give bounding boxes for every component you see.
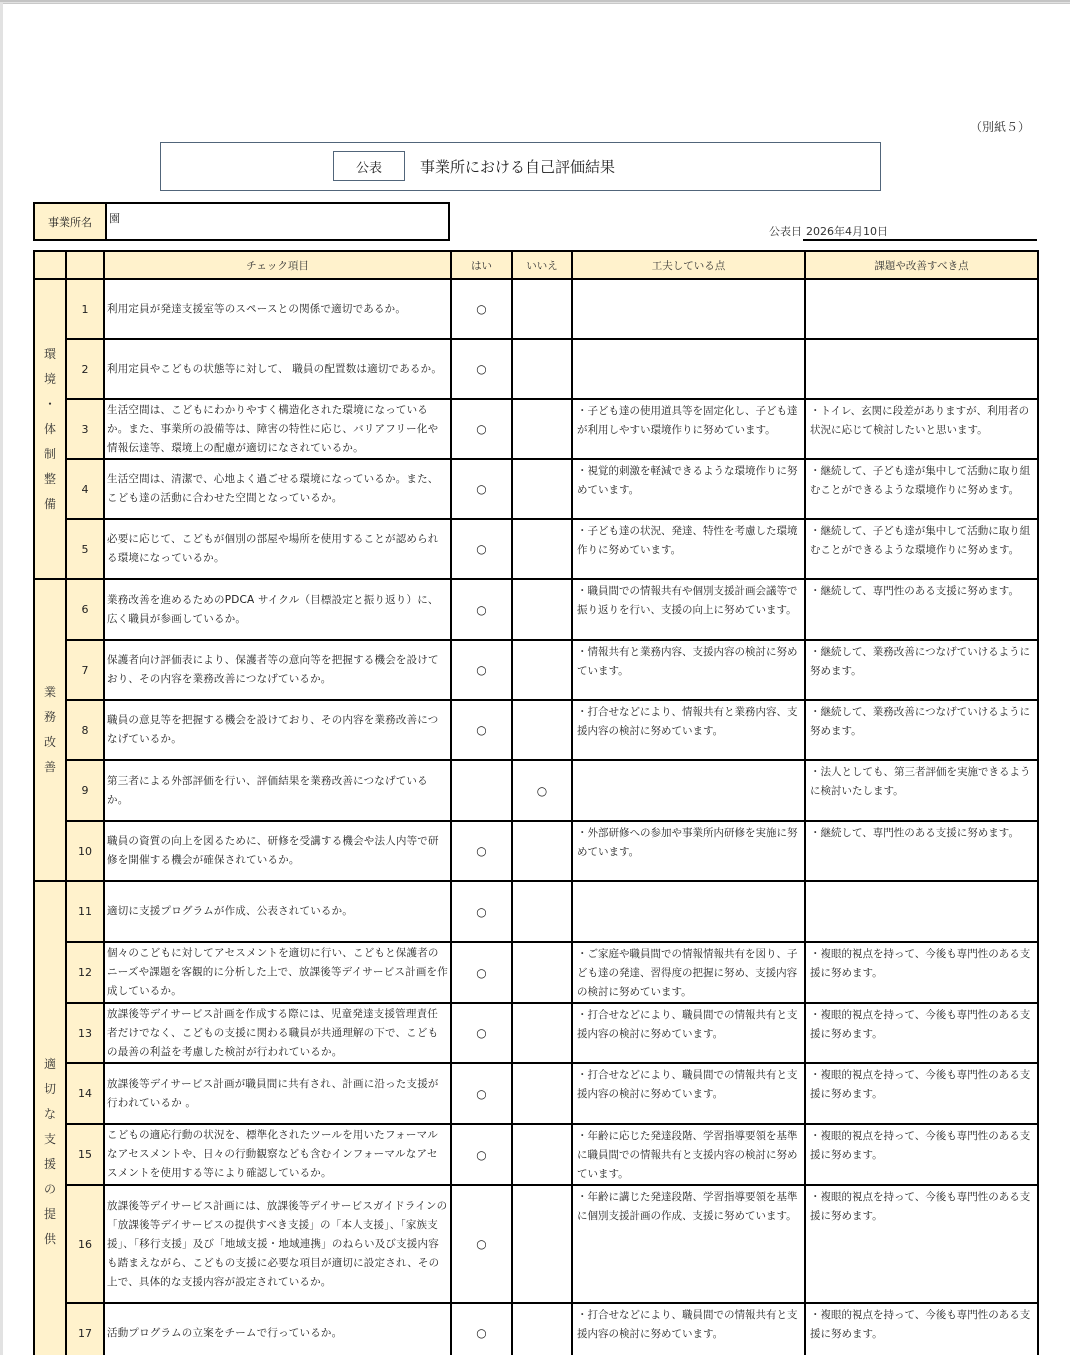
row-number: 10 — [66, 821, 104, 881]
table-row — [34, 579, 1038, 640]
header-category — [34, 251, 66, 279]
table-row — [34, 942, 1038, 1003]
issues-text[interactable]: ・複眼的視点を持って、今後も専門性のある支援に努めます。 — [805, 1063, 1038, 1124]
publish-date-value[interactable]: 2026年4月10日 — [806, 225, 888, 238]
yes-mark[interactable]: ○ — [451, 579, 512, 640]
no-mark[interactable] — [512, 579, 572, 640]
table-row — [34, 881, 1038, 942]
efforts-text[interactable]: ・子ども達の状況、発達、特性を考慮した環境作りに努めています。 — [572, 519, 805, 579]
category-char: 支 — [43, 1132, 56, 1146]
no-mark[interactable] — [512, 399, 572, 459]
category-cell — [34, 881, 66, 1355]
check-item-text: 必要に応じて、こどもが個別の部屋や場所を使用することが認められる環境になっているか。 — [104, 519, 451, 579]
yes-mark[interactable]: ○ — [451, 399, 512, 459]
no-mark[interactable] — [512, 519, 572, 579]
no-mark[interactable] — [512, 821, 572, 881]
category-char: ・ — [43, 396, 56, 411]
table-row — [34, 700, 1038, 760]
issues-text[interactable]: ・法人としても、第三者評価を実施できるように検討いたします。 — [805, 760, 1038, 821]
issues-text[interactable]: ・複眼的視点を持って、今後も専門性のある支援に努めます。 — [805, 1185, 1038, 1303]
efforts-text[interactable]: ・打合せなどにより、情報共有と業務内容、支援内容の検討に努めています。 — [572, 700, 805, 760]
row-number: 12 — [66, 942, 104, 1003]
check-item-text: 活動プログラムの立案をチームで行っているか。 — [104, 1303, 451, 1355]
category-char: 務 — [43, 710, 56, 724]
table-row — [34, 1303, 1038, 1355]
yes-mark[interactable]: ○ — [451, 1124, 512, 1185]
category-char: 業 — [43, 685, 56, 699]
table-header-row — [34, 251, 1038, 279]
yes-mark[interactable]: ○ — [451, 640, 512, 700]
category-char: 境 — [43, 371, 56, 386]
row-number: 9 — [66, 760, 104, 821]
window-top-edge — [0, 0, 1070, 2]
issues-text[interactable]: ・継続して、業務改善につなげていけるように努めます。 — [805, 640, 1038, 700]
check-item-text: 個々のこどもに対してアセスメントを適切に行い、こどもと保護者のニーズや課題を客観的に分析した上で、放課後等デイサービス計画を作成しているか。 — [104, 942, 451, 1003]
no-mark[interactable] — [512, 1185, 572, 1303]
office-name-box — [33, 202, 450, 241]
category-char: 供 — [43, 1232, 56, 1246]
yes-mark[interactable]: ○ — [451, 1303, 512, 1355]
efforts-text[interactable]: ・職員間での情報共有や個別支援計画会議等で振り返りを行い、支援の向上に努めています。 — [572, 579, 805, 640]
header-efforts: 工夫している点 — [572, 251, 805, 279]
no-mark[interactable] — [512, 339, 572, 399]
category-char: 環 — [43, 346, 56, 361]
efforts-text[interactable]: ・打合せなどにより、職員間での情報共有と支援内容の検討に努めています。 — [572, 1303, 805, 1355]
check-item-text: 利用定員やこどもの状態等に対して、 職員の配置数は適切であるか。 — [104, 339, 451, 399]
efforts-text[interactable]: ・打合せなどにより、職員間での情報共有と支援内容の検討に努めています。 — [572, 1063, 805, 1124]
yes-mark[interactable]: ○ — [451, 519, 512, 579]
no-mark[interactable] — [512, 881, 572, 942]
header-number — [66, 251, 104, 279]
check-item-text: 保護者向け評価表により、保護者等の意向等を把握する機会を設けており、その内容を業務改善につなげているか。 — [104, 640, 451, 700]
page-title: 事業所における自己評価結果 — [420, 158, 616, 176]
attachment-label: （別紙５） — [969, 120, 1030, 134]
check-item-text: 職員の意見等を把握する機会を設けており、その内容を業務改善につなげているか。 — [104, 700, 451, 760]
category-char: 切 — [43, 1082, 56, 1096]
publish-badge: 公表 — [333, 151, 405, 181]
document-page — [3, 3, 1070, 1355]
issues-text[interactable]: ・複眼的視点を持って、今後も専門性のある支援に努めます。 — [805, 1124, 1038, 1185]
row-number: 5 — [66, 519, 104, 579]
issues-text[interactable] — [805, 279, 1038, 339]
yes-mark[interactable]: ○ — [451, 700, 512, 760]
check-item-text: 適切に支援プログラムが作成、公表されているか。 — [104, 881, 451, 942]
no-mark[interactable] — [512, 459, 572, 519]
issues-text[interactable]: ・継続して、子ども達が集中して活動に取り組むことができるような環境作りに努めます。 — [805, 459, 1038, 519]
office-name-value[interactable]: 園 — [109, 212, 120, 225]
header-no: いいえ — [512, 251, 572, 279]
category-char: 適 — [43, 1057, 56, 1071]
category-char: 備 — [43, 496, 56, 511]
no-mark[interactable] — [512, 942, 572, 1003]
table-row — [34, 399, 1038, 459]
row-number: 11 — [66, 881, 104, 942]
office-name-label: 事業所名 — [35, 204, 107, 239]
header-check-item: チェック項目 — [104, 251, 451, 279]
efforts-text[interactable]: ・視覚的刺激を軽減できるような環境作りに努めています。 — [572, 459, 805, 519]
no-mark[interactable] — [512, 1303, 572, 1355]
issues-text[interactable]: ・複眼的視点を持って、今後も専門性のある支援に努めます。 — [805, 942, 1038, 1003]
table-row — [34, 760, 1038, 821]
category-cell — [34, 579, 66, 881]
row-number: 7 — [66, 640, 104, 700]
yes-mark[interactable]: ○ — [451, 942, 512, 1003]
table-row — [34, 279, 1038, 339]
category-char: の — [43, 1182, 56, 1196]
row-number: 14 — [66, 1063, 104, 1124]
category-cell — [34, 279, 66, 579]
category-char: 提 — [43, 1207, 56, 1221]
header-issues: 課題や改善すべき点 — [805, 251, 1038, 279]
check-item-text: 利用定員が発達支援室等のスペースとの関係で適切であるか。 — [104, 279, 451, 339]
check-item-text: 放課後等デイサービス計画が職員間に共有され、計画に沿った支援が行われているか 。 — [104, 1063, 451, 1124]
header-yes: はい — [451, 251, 512, 279]
evaluation-table — [33, 250, 1039, 1355]
check-item-text: 第三者による外部評価を行い、評価結果を業務改善につなげているか。 — [104, 760, 451, 821]
issues-text[interactable]: ・継続して、業務改善につなげていけるように努めます。 — [805, 700, 1038, 760]
efforts-text[interactable]: ・打合せなどにより、職員間での情報共有と支援内容の検討に努めています。 — [572, 1003, 805, 1063]
row-number: 8 — [66, 700, 104, 760]
check-item-text: 職員の資質の向上を図るために、研修を受講する機会や法人内等で研修を開催する機会が確保されているか。 — [104, 821, 451, 881]
category-char: な — [43, 1107, 56, 1121]
issues-text[interactable]: ・複眼的視点を持って、今後も専門性のある支援に努めます。 — [805, 1303, 1038, 1355]
yes-mark[interactable]: ○ — [451, 1003, 512, 1063]
no-mark[interactable] — [512, 700, 572, 760]
efforts-text[interactable] — [572, 279, 805, 339]
yes-mark[interactable] — [451, 760, 512, 821]
efforts-text[interactable]: ・年齢に応じた発達段階、学習指導要領を基準に職員間での情報共有と支援内容の検討に努めています。 — [572, 1124, 805, 1185]
issues-text[interactable]: ・継続して、専門性のある支援に努めます。 — [805, 821, 1038, 881]
check-item-text: こどもの適応行動の状況を、標準化されたツールを用いたフォーマルなアセスメントや、日々の行動観察なども含むインフォーマルなアセスメントを使用する等により確認しているか。 — [104, 1124, 451, 1185]
table-row — [34, 519, 1038, 579]
row-number: 16 — [66, 1185, 104, 1303]
no-mark[interactable] — [512, 1124, 572, 1185]
publish-date — [769, 223, 888, 239]
no-mark[interactable]: ○ — [512, 760, 572, 821]
yes-mark[interactable]: ○ — [451, 459, 512, 519]
issues-text[interactable]: ・継続して、子ども達が集中して活動に取り組むことができるような環境作りに努めます。 — [805, 519, 1038, 579]
publish-date-label: 公表日 — [769, 225, 802, 238]
efforts-text[interactable] — [572, 881, 805, 942]
check-item-text: 放課後等デイサービス計画には、放課後等デイサービスガイドラインの「放課後等デイサービスの提供すべき支援」の「本人支援」、「家族支援」、「移行支援」及び「地域支援・地域連携」のねらい及び支援内容も踏まえながら、こどもの支援に必要な項目が適切に設定され、その上で、具体的な支援内容が設定されているか。 — [104, 1185, 451, 1303]
check-item-text: 生活空間は、清潔で、心地よく過ごせる環境になっているか。また、こども達の活動に合わせた空間となっているか。 — [104, 459, 451, 519]
efforts-text[interactable]: ・年齢に講じた発達段階、学習指導要領を基準に個別支援計画の作成、支援に努めています。 — [572, 1185, 805, 1303]
row-number: 17 — [66, 1303, 104, 1355]
table-row — [34, 459, 1038, 519]
efforts-text[interactable]: ・外部研修への参加や事業所内研修を実施に努めています。 — [572, 821, 805, 881]
yes-mark[interactable]: ○ — [451, 821, 512, 881]
check-item-text: 放課後等デイサービス計画を作成する際には、児童発達支援管理責任者だけでなく、こどもの支援に関わる職員が共通理解の下で、こどもの最善の利益を考慮した検討が行われているか。 — [104, 1003, 451, 1063]
category-char: 制 — [43, 446, 56, 461]
no-mark[interactable] — [512, 1063, 572, 1124]
row-number: 2 — [66, 339, 104, 399]
yes-mark[interactable]: ○ — [451, 1185, 512, 1303]
yes-mark[interactable]: ○ — [451, 1063, 512, 1124]
yes-mark[interactable]: ○ — [451, 339, 512, 399]
no-mark[interactable] — [512, 279, 572, 339]
no-mark[interactable] — [512, 640, 572, 700]
title-box — [160, 142, 881, 191]
row-number: 1 — [66, 279, 104, 339]
row-number: 3 — [66, 399, 104, 459]
check-item-text: 業務改善を進めるためのPDCA サイクル（目標設定と振り返り）に、広く職員が参画しているか。 — [104, 579, 451, 640]
yes-mark[interactable]: ○ — [451, 279, 512, 339]
table-row — [34, 1063, 1038, 1124]
table-row — [34, 640, 1038, 700]
efforts-text[interactable] — [572, 339, 805, 399]
efforts-text[interactable]: ・子ども達の使用道具等を固定化し、子ども達が利用しやすい環境作りに努めています。 — [572, 399, 805, 459]
table-row — [34, 821, 1038, 881]
row-number: 15 — [66, 1124, 104, 1185]
category-char: 整 — [43, 471, 56, 486]
publish-date-underline — [803, 239, 1037, 241]
issues-text[interactable]: ・継続して、専門性のある支援に努めます。 — [805, 579, 1038, 640]
issues-text[interactable] — [805, 881, 1038, 942]
efforts-text[interactable]: ・ご家庭や職員間での情報情報共有を図り、子ども達の発達、習得度の把握に努め、支援内容の検討に努めています。 — [572, 942, 805, 1003]
issues-text[interactable]: ・トイレ、玄関に段差がありますが、利用者の状況に応じて検討したいと思います。 — [805, 399, 1038, 459]
row-number: 4 — [66, 459, 104, 519]
efforts-text[interactable]: ・情報共有と業務内容、支援内容の検討に努めています。 — [572, 640, 805, 700]
row-number: 6 — [66, 579, 104, 640]
category-char: 改 — [43, 735, 56, 749]
table-row — [34, 339, 1038, 399]
issues-text[interactable] — [805, 339, 1038, 399]
yes-mark[interactable]: ○ — [451, 881, 512, 942]
row-number: 13 — [66, 1003, 104, 1063]
efforts-text[interactable] — [572, 760, 805, 821]
table-row — [34, 1003, 1038, 1063]
check-item-text: 生活空間は、こどもにわかりやすく構造化された環境になっているか。また、事業所の設備等は、障害の特性に応じ、バリアフリー化や情報伝達等、環境上の配慮が適切になされているか。 — [104, 399, 451, 459]
category-char: 援 — [43, 1157, 56, 1171]
table-row — [34, 1124, 1038, 1185]
category-char: 善 — [43, 760, 56, 774]
no-mark[interactable] — [512, 1003, 572, 1063]
category-char: 体 — [43, 421, 56, 436]
table-row — [34, 1185, 1038, 1303]
issues-text[interactable]: ・複眼的視点を持って、今後も専門性のある支援に努めます。 — [805, 1003, 1038, 1063]
